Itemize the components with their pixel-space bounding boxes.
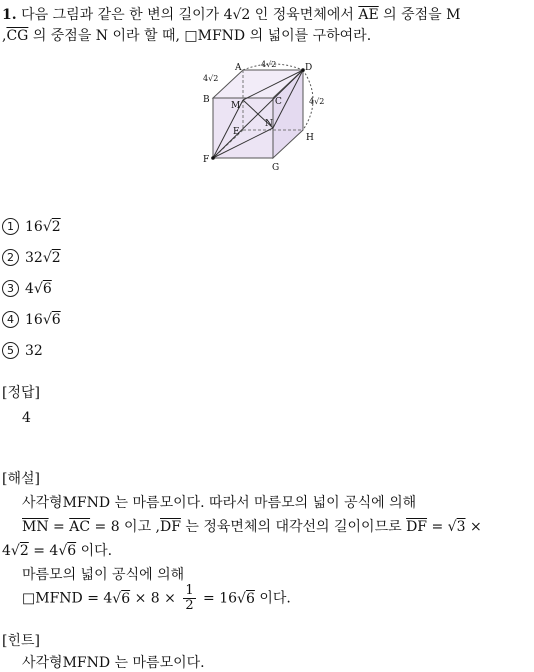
choice-radicand: 2 bbox=[51, 219, 61, 235]
answer-label: [정답] bbox=[2, 385, 40, 401]
question-number: 1. bbox=[2, 7, 17, 23]
point-f bbox=[211, 156, 215, 160]
choice-number: 5 bbox=[2, 342, 19, 359]
label-m: M bbox=[231, 101, 241, 111]
choice-number: 2 bbox=[2, 249, 19, 266]
cube-figure bbox=[195, 58, 345, 176]
question-line-2 bbox=[2, 25, 371, 45]
explanation-label: [해설] bbox=[2, 471, 40, 487]
label-f: F bbox=[203, 155, 210, 165]
times: × bbox=[465, 519, 482, 535]
fraction-denominator: 2 bbox=[185, 598, 194, 613]
choice-4[interactable]: 4 16√6 bbox=[2, 311, 61, 328]
question-text: 다음 그림과 같은 한 변의 길이가 4√2 인 정육면체에서 bbox=[21, 7, 354, 23]
question-text-2: 의 중점을 N 이라 할 때, □MFND 의 넓이를 구하여라. bbox=[32, 28, 372, 44]
label-edge-right: 4√2 bbox=[309, 97, 325, 106]
text: 4 bbox=[2, 543, 11, 559]
choice-3[interactable]: 3 4√6 bbox=[2, 280, 52, 297]
label-g: G bbox=[272, 163, 280, 173]
choice-coef: 32 bbox=[25, 343, 43, 359]
question-line-1 bbox=[2, 4, 461, 24]
text: □MFND = 4 bbox=[22, 590, 113, 607]
radicand: 6 bbox=[245, 590, 255, 607]
segment-ac: $\overline{AC}$ bbox=[69, 519, 91, 535]
segment-cg: $\overline{CG}$ bbox=[6, 28, 29, 44]
explanation-line-4: 마름모의 넓이 공식에 의해 bbox=[22, 567, 185, 583]
text: × 8 × bbox=[130, 590, 181, 607]
hint-text: 사각형MFND 는 마름모이다. bbox=[22, 655, 205, 671]
label-edge-left: 4√2 bbox=[203, 74, 219, 83]
choice-coef: 4 bbox=[25, 281, 34, 297]
explanation-line-3: 4√2 = 4√6 이다. bbox=[2, 543, 113, 559]
choice-radicand: 6 bbox=[51, 312, 61, 328]
text: = 16 bbox=[198, 590, 238, 607]
hint-label: [힌트] bbox=[2, 633, 40, 649]
choice-coef: 16 bbox=[25, 219, 43, 235]
question-comma: , bbox=[2, 28, 7, 44]
choice-coef: 32 bbox=[25, 250, 43, 266]
choice-1[interactable]: 1 16√2 bbox=[2, 218, 61, 235]
choice-radicand: 6 bbox=[42, 281, 52, 297]
explanation-line-2: $\overline{MN} = \overline{AC} = 8$ 이고 $,\overline{DF}$ 는 정육면체의 대각선의 길이이므로 $\overline{DF} = √3$ × bbox=[22, 519, 482, 535]
eq: = bbox=[427, 519, 448, 535]
eq: = bbox=[48, 519, 70, 535]
text: 이다. bbox=[76, 543, 113, 559]
segment-ae: $\overline{AE}$ bbox=[358, 7, 379, 23]
text: = 4 bbox=[28, 543, 59, 559]
segment-mn: $\overline{MN}$ bbox=[22, 519, 49, 535]
choice-coef: 16 bbox=[25, 312, 43, 328]
label-n: N bbox=[265, 119, 273, 129]
label-b: B bbox=[203, 95, 210, 105]
radicand: 6 bbox=[67, 543, 77, 559]
segment-df: $\overline{DF}$ bbox=[160, 519, 181, 535]
label-d: D bbox=[305, 63, 313, 73]
text: = 8 이고 , bbox=[90, 519, 160, 535]
choice-5[interactable] bbox=[2, 342, 43, 359]
choice-number: 4 bbox=[2, 311, 19, 328]
label-edge-top: 4√2 bbox=[261, 60, 277, 69]
explanation-line-1: 사각형MFND 는 마름모이다. 따라서 마름모의 넓이 공식에 의해 bbox=[22, 495, 417, 511]
text: 이다. bbox=[254, 590, 291, 607]
choice-radicand: 2 bbox=[51, 250, 61, 266]
fraction bbox=[183, 584, 195, 613]
text: 는 정육면체의 대각선의 길이이므로 bbox=[180, 519, 407, 535]
question-text-cont: 의 중점을 M bbox=[383, 7, 461, 23]
fraction-numerator: 1 bbox=[185, 583, 194, 598]
label-h: H bbox=[306, 133, 314, 143]
radicand: 2 bbox=[19, 543, 29, 559]
answer-value: 4 bbox=[22, 410, 31, 426]
label-a: A bbox=[235, 63, 242, 73]
segment-df: $\overline{DF}$ bbox=[406, 519, 428, 535]
radicand: 3 bbox=[456, 519, 466, 535]
label-e: E bbox=[233, 127, 240, 137]
explanation-line-5: □MFND = 4√6 × 8 × $\frac{1}{2}$ = 16√6 이다. bbox=[22, 583, 291, 613]
radicand: 6 bbox=[121, 590, 131, 607]
choice-number: 3 bbox=[2, 280, 19, 297]
choice-2[interactable]: 2 32√2 bbox=[2, 249, 61, 266]
choice-number: 1 bbox=[2, 218, 19, 235]
label-c: C bbox=[275, 97, 282, 107]
